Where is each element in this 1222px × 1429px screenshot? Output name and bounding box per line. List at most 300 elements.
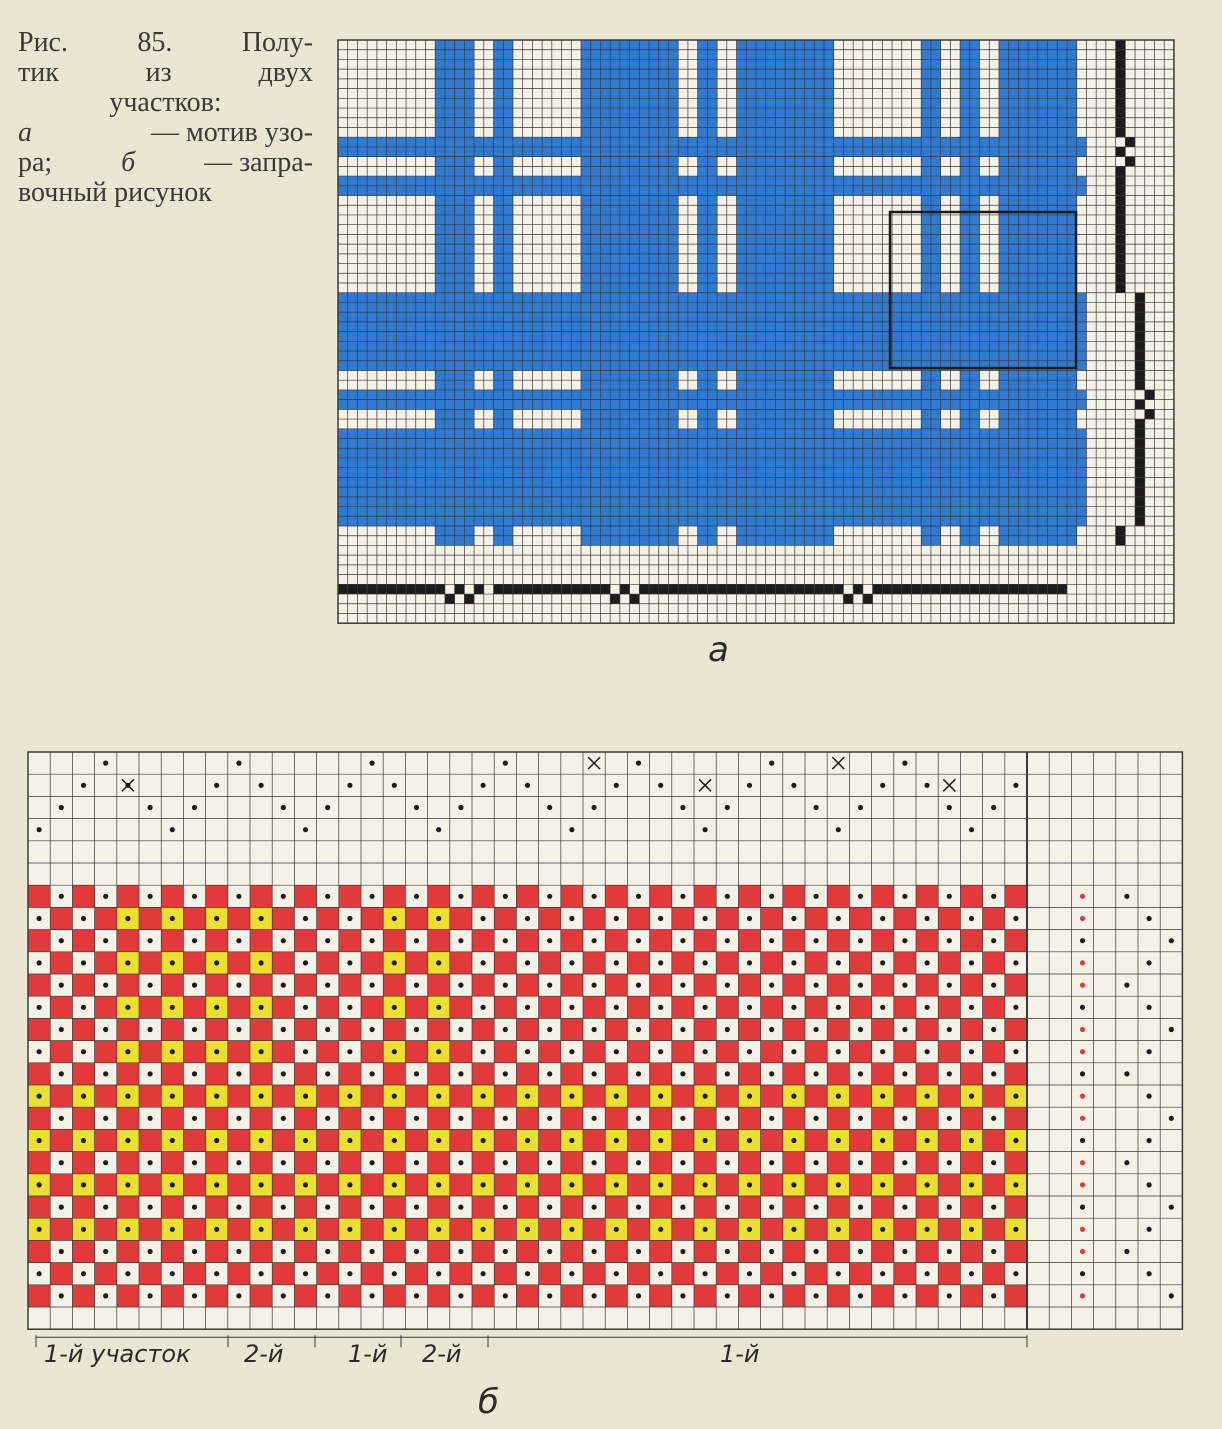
draft-red-cell xyxy=(605,1063,627,1085)
caption-title-part2a: тик xyxy=(18,57,59,88)
draft-red-cell xyxy=(472,1018,494,1040)
draft-red-cell xyxy=(605,930,627,952)
draft-red-cell xyxy=(272,1218,294,1240)
draft-red-cell xyxy=(50,1263,72,1285)
draft-dot xyxy=(680,1249,685,1254)
draft-red-cell xyxy=(516,974,538,996)
draft-red-cell xyxy=(50,952,72,974)
draft-red-cell xyxy=(516,885,538,907)
draft-dot xyxy=(281,1071,286,1076)
draft-red-cell xyxy=(339,1152,361,1174)
draft-red-cell xyxy=(1005,1285,1027,1307)
caption-b-letter: б xyxy=(121,147,136,178)
draft-dot xyxy=(991,1116,996,1121)
draft-red-cell xyxy=(960,1196,982,1218)
draft-dot xyxy=(481,1227,486,1232)
draft-red-cell xyxy=(694,1196,716,1218)
draft-dot xyxy=(214,1182,219,1187)
draft-dot xyxy=(814,1116,819,1121)
draft-dot xyxy=(458,1249,463,1254)
draft-dot xyxy=(836,960,841,965)
draft-red-cell xyxy=(1005,885,1027,907)
draft-red-cell xyxy=(383,974,405,996)
draft-red-cell xyxy=(294,1152,316,1174)
draft-dot xyxy=(81,1049,86,1054)
draft-dot xyxy=(125,1271,130,1276)
draft-red-cell xyxy=(694,1063,716,1085)
draft-dot xyxy=(370,1249,375,1254)
draft-dot xyxy=(1013,1138,1018,1143)
draft-red-cell xyxy=(783,1063,805,1085)
draft-dot xyxy=(680,1205,685,1210)
draft-red-cell xyxy=(583,1085,605,1107)
draft-red-cell xyxy=(183,952,205,974)
draft-dot xyxy=(281,1160,286,1165)
draft-red-cell xyxy=(361,1218,383,1240)
draft-dot xyxy=(658,1138,663,1143)
draft-dot xyxy=(525,916,530,921)
draft-red-cell xyxy=(539,952,561,974)
draft-dot xyxy=(281,1249,286,1254)
draft-dot xyxy=(103,1116,108,1121)
draft-dot xyxy=(614,1271,619,1276)
draft-red-cell xyxy=(28,1285,50,1307)
draft-dot xyxy=(392,1138,397,1143)
draft-red-cell xyxy=(250,1063,272,1085)
draft-red-cell xyxy=(117,1152,139,1174)
draft-red-cell xyxy=(139,1041,161,1063)
draft-dot xyxy=(680,983,685,988)
draft-red-cell xyxy=(827,1152,849,1174)
draft-dot xyxy=(370,1071,375,1076)
draft-dot xyxy=(991,894,996,899)
draft-thread-dot xyxy=(392,783,397,788)
draft-red-cell xyxy=(428,1018,450,1040)
draft-red-cell xyxy=(783,1240,805,1262)
draft-red-cell xyxy=(272,1129,294,1151)
draft-dot xyxy=(858,894,863,899)
draft-red-cell xyxy=(783,1196,805,1218)
draft-red-cell xyxy=(95,1085,117,1107)
diagram-a-label: а xyxy=(708,630,729,670)
draft-dot xyxy=(125,916,130,921)
draft-dot xyxy=(392,1227,397,1232)
draft-red-cell xyxy=(605,1107,627,1129)
draft-dot xyxy=(725,938,730,943)
draft-dot xyxy=(614,1094,619,1099)
draft-dot xyxy=(503,1205,508,1210)
draft-dot xyxy=(458,1293,463,1298)
draft-red-cell xyxy=(339,974,361,996)
draft-treadle-dot xyxy=(1124,1160,1129,1165)
draft-red-cell xyxy=(139,907,161,929)
draft-red-cell xyxy=(539,1129,561,1151)
draft-red-cell xyxy=(250,1107,272,1129)
draft-dot xyxy=(592,983,597,988)
draft-red-cell xyxy=(938,1263,960,1285)
draft-dot xyxy=(148,938,153,943)
draft-dot xyxy=(414,1293,419,1298)
draft-red-cell xyxy=(206,1018,228,1040)
draft-red-cell xyxy=(228,996,250,1018)
draft-red-cell xyxy=(472,930,494,952)
draft-dot xyxy=(325,894,330,899)
draft-red-cell xyxy=(983,1218,1005,1240)
draft-treadle-dot xyxy=(1147,1227,1152,1232)
draft-red-cell xyxy=(139,996,161,1018)
draft-red-cell xyxy=(539,1085,561,1107)
draft-dot xyxy=(436,960,441,965)
draft-treadle-dot xyxy=(1124,1071,1129,1076)
draft-red-cell xyxy=(361,1263,383,1285)
caption-title-part1: Полу- xyxy=(241,27,313,58)
draft-red-cell xyxy=(716,1263,738,1285)
draft-dot xyxy=(103,1071,108,1076)
draft-dot xyxy=(370,983,375,988)
draft-red-cell xyxy=(339,1196,361,1218)
draft-dot xyxy=(214,1049,219,1054)
draft-dot xyxy=(325,1071,330,1076)
draft-red-cell xyxy=(672,996,694,1018)
draft-dot xyxy=(59,1205,64,1210)
draft-red-cell xyxy=(761,1085,783,1107)
draft-red-cell xyxy=(383,1285,405,1307)
draft-dot xyxy=(902,1293,907,1298)
draft-dot xyxy=(902,1249,907,1254)
draft-red-cell xyxy=(472,885,494,907)
draft-red-cell xyxy=(960,974,982,996)
draft-red-cell xyxy=(228,907,250,929)
draft-dot xyxy=(747,916,752,921)
draft-dot xyxy=(259,916,264,921)
draft-red-cell xyxy=(228,1129,250,1151)
draft-dot xyxy=(858,1116,863,1121)
draft-dot xyxy=(481,1049,486,1054)
draft-dot xyxy=(569,1271,574,1276)
draft-red-cell xyxy=(672,907,694,929)
draft-red-cell xyxy=(1005,974,1027,996)
draft-dot xyxy=(170,1227,175,1232)
draft-red-cell xyxy=(317,907,339,929)
draft-dot xyxy=(148,1160,153,1165)
draft-dot xyxy=(414,1027,419,1032)
draft-red-cell xyxy=(916,1285,938,1307)
draft-dot xyxy=(370,1027,375,1032)
draft-dot xyxy=(769,1071,774,1076)
draft-dot xyxy=(236,1116,241,1121)
draft-red-cell xyxy=(561,1063,583,1085)
draft-red-cell xyxy=(28,1240,50,1262)
draft-red-cell xyxy=(72,1240,94,1262)
draft-red-cell xyxy=(539,1174,561,1196)
draft-dot xyxy=(259,1094,264,1099)
draft-red-cell xyxy=(50,1174,72,1196)
draft-dot xyxy=(947,938,952,943)
draft-dot xyxy=(281,1205,286,1210)
draft-red-cell xyxy=(938,1041,960,1063)
draft-dot xyxy=(769,1160,774,1165)
draft-red-cell xyxy=(805,996,827,1018)
draft-thread-dot xyxy=(503,761,508,766)
draft-red-cell xyxy=(916,930,938,952)
draft-dot xyxy=(569,1227,574,1232)
draft-red-cell xyxy=(849,952,871,974)
draft-dot xyxy=(791,1005,796,1010)
draft-red-cell xyxy=(650,1285,672,1307)
draft-dot xyxy=(236,1205,241,1210)
draft-red-cell xyxy=(761,1218,783,1240)
draft-dot xyxy=(902,983,907,988)
draft-dot xyxy=(703,1094,708,1099)
draft-red-cell xyxy=(627,952,649,974)
draft-red-cell xyxy=(650,1063,672,1085)
draft-dot xyxy=(281,938,286,943)
draft-red-cell xyxy=(894,996,916,1018)
draft-dot xyxy=(791,1094,796,1099)
draft-dot xyxy=(703,1138,708,1143)
draft-dot xyxy=(858,983,863,988)
draft-dot xyxy=(991,1160,996,1165)
caption-b-text2: вочный рисунок xyxy=(18,177,212,208)
draft-red-cell xyxy=(605,885,627,907)
draft-red-cell xyxy=(583,1041,605,1063)
draft-dot xyxy=(658,1182,663,1187)
caption-a-text1: — мотив узо- xyxy=(150,117,313,148)
draft-dot xyxy=(836,1138,841,1143)
draft-red-cell xyxy=(916,1240,938,1262)
draft-red-cell xyxy=(783,1107,805,1129)
draft-dot xyxy=(37,1271,42,1276)
draft-red-cell xyxy=(1005,1063,1027,1085)
draft-dot xyxy=(370,1160,375,1165)
draft-red-cell xyxy=(272,1263,294,1285)
draft-red-cell xyxy=(872,1285,894,1307)
draft-dot xyxy=(636,1293,641,1298)
draft-red-cell xyxy=(250,930,272,952)
draft-dot xyxy=(325,1293,330,1298)
draft-red-cell xyxy=(516,1152,538,1174)
draft-red-cell xyxy=(250,1152,272,1174)
draft-dot xyxy=(902,1027,907,1032)
draft-red-cell xyxy=(983,1174,1005,1196)
draft-dot xyxy=(703,1182,708,1187)
draft-red-cell xyxy=(139,1174,161,1196)
draft-red-cell xyxy=(938,1174,960,1196)
draft-dot xyxy=(192,1027,197,1032)
draft-dot xyxy=(347,1227,352,1232)
draft-red-cell xyxy=(206,885,228,907)
draft-dot xyxy=(547,1205,552,1210)
draft-red-cell xyxy=(339,885,361,907)
draft-treadle-dot xyxy=(1080,1094,1085,1099)
draft-red-cell xyxy=(50,1129,72,1151)
draft-red-cell xyxy=(516,930,538,952)
draft-red-cell xyxy=(738,974,760,996)
draft-red-cell xyxy=(894,907,916,929)
draft-dot xyxy=(747,1227,752,1232)
draft-dot xyxy=(503,1160,508,1165)
draft-dot xyxy=(725,894,730,899)
draft-dot xyxy=(947,1071,952,1076)
draft-red-cell xyxy=(294,1063,316,1085)
draft-red-cell xyxy=(716,1174,738,1196)
section-label-4: 2-й xyxy=(422,1340,462,1368)
draft-dot xyxy=(991,1293,996,1298)
draft-dot xyxy=(503,1293,508,1298)
draft-dot xyxy=(37,1005,42,1010)
draft-red-cell xyxy=(95,1263,117,1285)
draft-red-cell xyxy=(161,885,183,907)
draft-dot xyxy=(303,1049,308,1054)
draft-dot xyxy=(636,938,641,943)
draft-red-cell xyxy=(783,1152,805,1174)
draft-thread-dot xyxy=(414,805,419,810)
draft-red-cell xyxy=(28,1018,50,1040)
caption-title-part2c: двух xyxy=(258,57,313,88)
draft-thread-dot xyxy=(925,783,930,788)
draft-red-cell xyxy=(938,1218,960,1240)
draft-red-cell xyxy=(472,1152,494,1174)
draft-dot xyxy=(59,1160,64,1165)
draft-red-cell xyxy=(849,1041,871,1063)
draft-red-cell xyxy=(450,1041,472,1063)
draft-dot xyxy=(769,938,774,943)
draft-red-cell xyxy=(827,974,849,996)
draft-dot xyxy=(858,1205,863,1210)
draft-dot xyxy=(103,1027,108,1032)
draft-red-cell xyxy=(827,1107,849,1129)
draft-red-cell xyxy=(1005,1107,1027,1129)
draft-red-cell xyxy=(428,1063,450,1085)
draft-thread-dot xyxy=(769,761,774,766)
draft-dot xyxy=(170,1271,175,1276)
draft-dot xyxy=(902,1071,907,1076)
draft-red-cell xyxy=(161,1240,183,1262)
draft-dot xyxy=(303,1227,308,1232)
draft-red-cell xyxy=(983,1041,1005,1063)
draft-red-cell xyxy=(228,1218,250,1240)
draft-dot xyxy=(791,960,796,965)
draft-dot xyxy=(814,1027,819,1032)
draft-red-cell xyxy=(627,1263,649,1285)
draft-red-cell xyxy=(938,907,960,929)
draft-dot xyxy=(592,1116,597,1121)
draft-dot xyxy=(569,1094,574,1099)
draft-dot xyxy=(703,1271,708,1276)
draft-dot xyxy=(148,983,153,988)
draft-dot xyxy=(458,1116,463,1121)
draft-red-cell xyxy=(916,1152,938,1174)
draft-dot xyxy=(880,1049,885,1054)
draft-dot xyxy=(236,938,241,943)
draft-red-cell xyxy=(117,885,139,907)
draft-dot xyxy=(614,960,619,965)
draft-dot xyxy=(592,1293,597,1298)
draft-dot xyxy=(103,1205,108,1210)
draft-dot xyxy=(725,1071,730,1076)
draft-red-cell xyxy=(183,1174,205,1196)
draft-thread-dot xyxy=(747,783,752,788)
draft-red-cell xyxy=(206,1063,228,1085)
draft-dot xyxy=(925,1182,930,1187)
draft-red-cell xyxy=(761,907,783,929)
draft-dot xyxy=(725,1293,730,1298)
draft-red-cell xyxy=(805,907,827,929)
draft-dot xyxy=(236,894,241,899)
draft-red-cell xyxy=(28,885,50,907)
draft-dot xyxy=(858,1027,863,1032)
draft-dot xyxy=(658,1271,663,1276)
draft-treadle-dot xyxy=(1147,1005,1152,1010)
draft-thread-dot xyxy=(236,761,241,766)
draft-red-cell xyxy=(761,1263,783,1285)
draft-red-cell xyxy=(627,1174,649,1196)
draft-dot xyxy=(791,1049,796,1054)
draft-dot xyxy=(525,1049,530,1054)
draft-red-cell xyxy=(494,907,516,929)
draft-dot xyxy=(1013,1182,1018,1187)
draft-dot xyxy=(81,1005,86,1010)
draft-red-cell xyxy=(28,1152,50,1174)
draft-red-cell xyxy=(849,1129,871,1151)
draft-red-cell xyxy=(916,1063,938,1085)
draft-red-cell xyxy=(450,1218,472,1240)
draft-treadle-dot xyxy=(1124,1249,1129,1254)
draft-red-cell xyxy=(960,1107,982,1129)
draft-red-cell xyxy=(183,1041,205,1063)
draft-red-cell xyxy=(761,996,783,1018)
draft-dot xyxy=(814,1071,819,1076)
draft-dot xyxy=(947,1116,952,1121)
draft-thread-dot xyxy=(947,805,952,810)
draft-red-cell xyxy=(849,1218,871,1240)
draft-dot xyxy=(1013,1049,1018,1054)
draft-red-cell xyxy=(849,1263,871,1285)
draft-dot xyxy=(636,1027,641,1032)
draft-red-cell xyxy=(72,930,94,952)
draft-dot xyxy=(814,894,819,899)
draft-red-cell xyxy=(117,930,139,952)
draft-dot xyxy=(658,1227,663,1232)
draft-red-cell xyxy=(95,1041,117,1063)
draft-dot xyxy=(991,1027,996,1032)
draft-red-cell xyxy=(716,907,738,929)
draft-red-cell xyxy=(983,952,1005,974)
draft-dot xyxy=(103,1160,108,1165)
draft-dot xyxy=(769,1027,774,1032)
draft-treadle-dot xyxy=(1080,1049,1085,1054)
draft-red-cell xyxy=(183,1218,205,1240)
caption-fig-word: Рис. xyxy=(18,27,68,58)
draft-dot xyxy=(814,1160,819,1165)
draft-red-cell xyxy=(361,996,383,1018)
draft-red-cell xyxy=(428,930,450,952)
draft-red-cell xyxy=(428,974,450,996)
draft-red-cell xyxy=(50,1041,72,1063)
draft-dot xyxy=(192,1293,197,1298)
draft-red-cell xyxy=(206,1285,228,1307)
draft-dot xyxy=(836,916,841,921)
draft-thread-dot xyxy=(281,805,286,810)
draft-dot xyxy=(392,1005,397,1010)
draft-dot xyxy=(658,960,663,965)
draft-dot xyxy=(858,1071,863,1076)
draft-dot xyxy=(547,1249,552,1254)
draft-dot xyxy=(680,1027,685,1032)
draft-red-cell xyxy=(428,1107,450,1129)
draft-dot xyxy=(791,1271,796,1276)
draft-red-cell xyxy=(294,1107,316,1129)
